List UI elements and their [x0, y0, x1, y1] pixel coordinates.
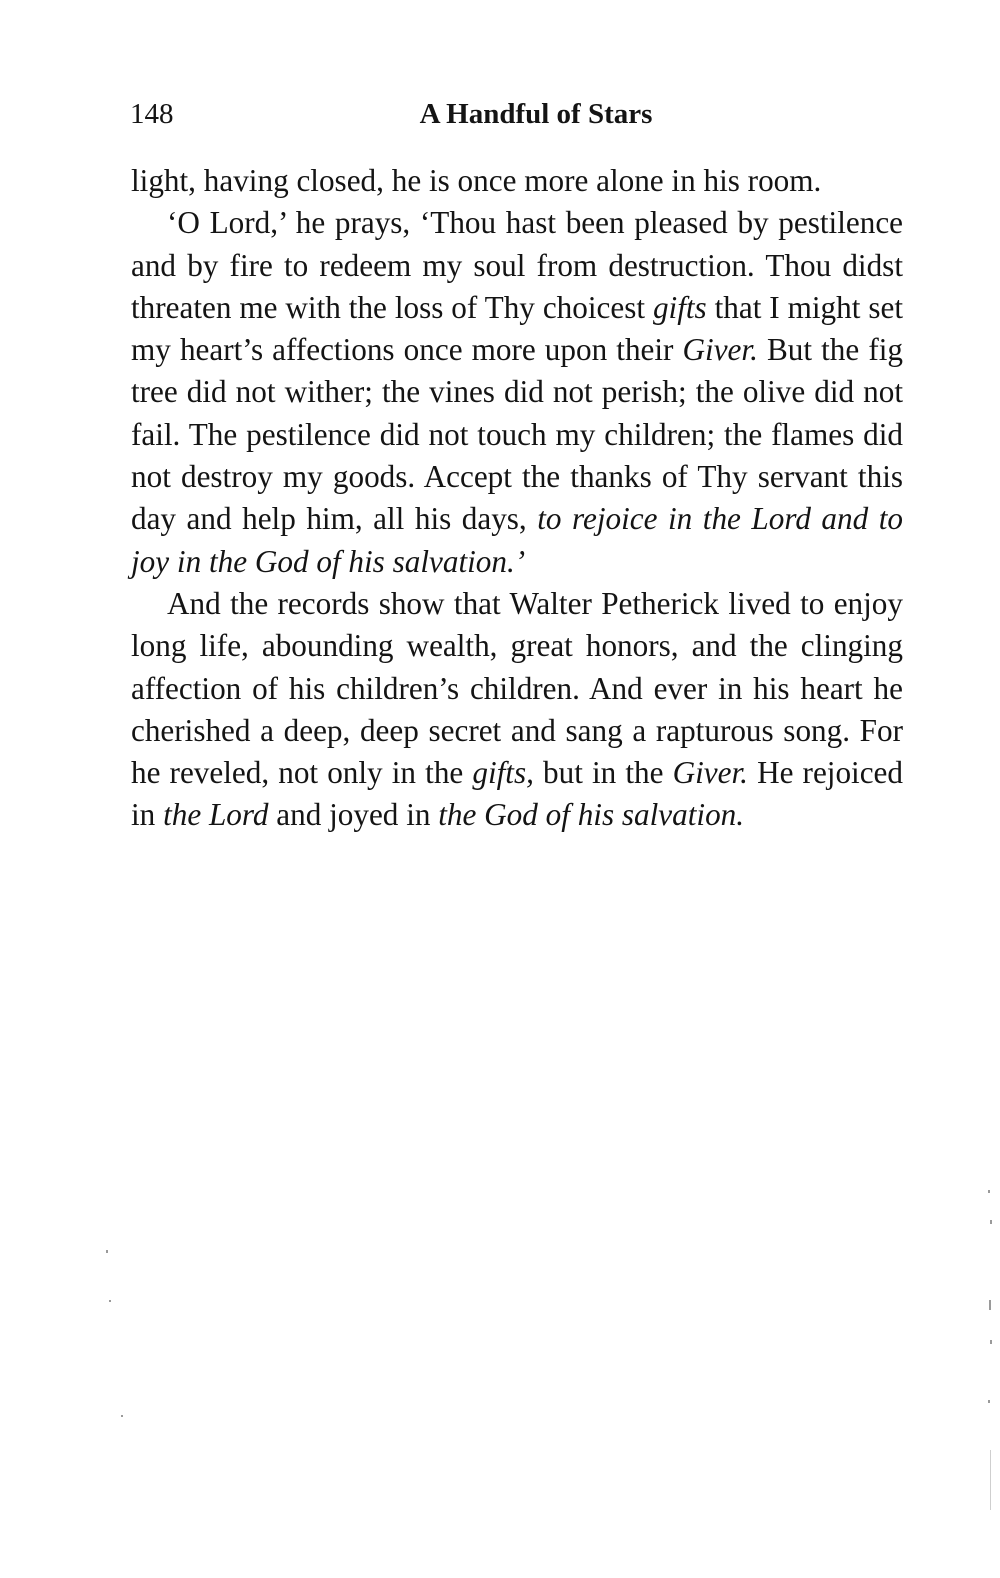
text-segment: that I might set my heart’s affections once more upon their	[131, 289, 903, 368]
italic-segment: gifts	[652, 289, 707, 325]
scan-artifact	[121, 1415, 123, 1417]
page-number: 148	[130, 98, 174, 130]
text-segment: But the fig tree did not wither; the vines did not perish; the olive did not fail. The pestilence did not touch my children; the flames did not destroy my goods. Accept the thanks of Thy servant this day and help him, all his days,	[131, 332, 903, 537]
scan-artifact	[990, 1220, 992, 1224]
paragraph-1	[131, 160, 903, 202]
text-segment: and joyed in	[268, 797, 439, 833]
running-title: A Handful of Stars	[419, 98, 653, 130]
italic-segment: to rejoice in the Lord and to joy in the God of his salvation.’	[131, 501, 903, 579]
scan-artifact	[106, 1250, 108, 1253]
text-segment: He rejoiced in	[131, 755, 903, 833]
scan-artifact	[990, 1450, 991, 1510]
italic-segment: Giver.	[682, 332, 758, 368]
scan-artifact	[990, 1340, 992, 1344]
body-text	[131, 160, 903, 837]
scan-artifact	[109, 1300, 111, 1302]
italic-segment: Giver.	[672, 755, 748, 791]
page-header	[130, 92, 902, 136]
paragraph-3	[131, 583, 903, 837]
text-segment: ‘O Lord,’ he prays, ‘Thou hast been pleased by pestilence and by fire to redeem my soul from destruction. Thou didst threaten me with the loss of Thy choicest	[131, 205, 903, 325]
text-segment: And the records show that Walter Petherick lived to enjoy long life, abounding wealth, great honors, and the clinging affection of his children’s children. And ever in his heart he cherished a deep, deep secret and sang a rapturous song. For he reveled, not only in the	[131, 585, 903, 791]
italic-segment: gifts,	[472, 755, 534, 791]
scan-artifact	[988, 1400, 990, 1403]
italic-segment: the Lord	[163, 797, 269, 833]
text-segment: but in the	[533, 755, 673, 791]
scan-artifact	[988, 1190, 990, 1193]
scan-artifact	[989, 1300, 991, 1310]
paragraph-2	[131, 202, 903, 583]
italic-segment: the God of his salvation.	[438, 797, 745, 833]
text-segment: light, having closed, he is once more alone in his room.	[131, 163, 822, 198]
